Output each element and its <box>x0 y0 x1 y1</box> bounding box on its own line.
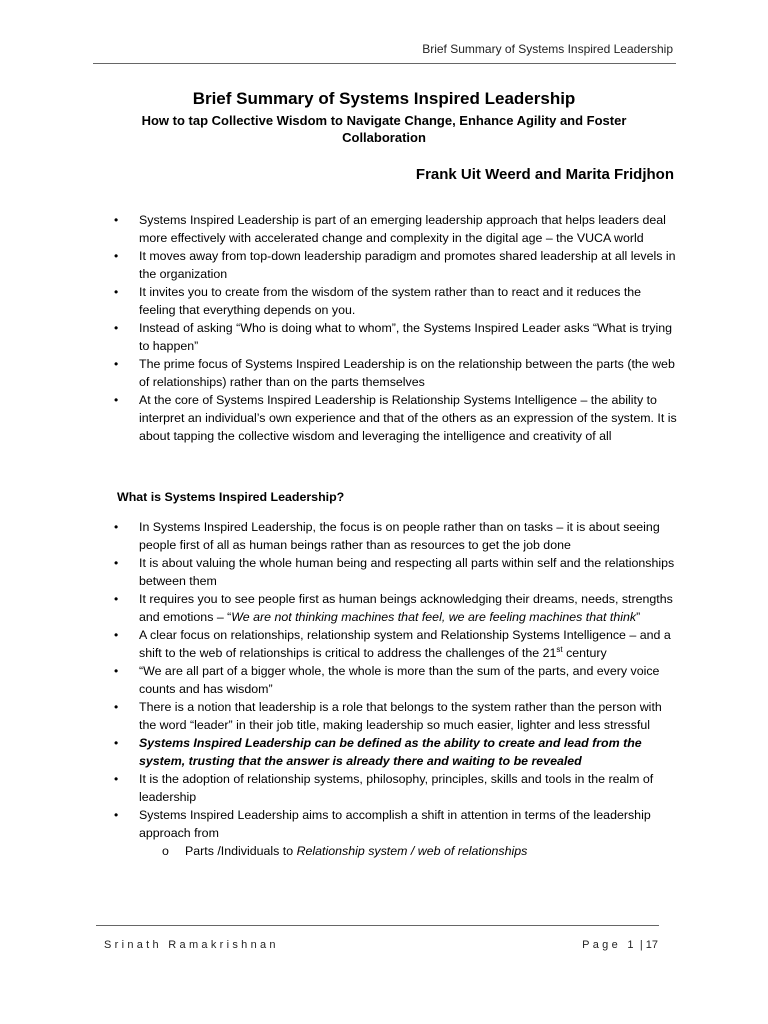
list-item <box>110 590 680 626</box>
bullet-icon: • <box>114 249 119 263</box>
bullet-icon: • <box>114 520 119 534</box>
list-item-text: “We are all part of a bigger whole, the whole is more than the sum of the parts, and every voice counts and has wisdom” <box>139 664 660 696</box>
list-item <box>110 770 680 806</box>
list-item <box>110 698 680 734</box>
page-total: 17 <box>645 939 658 951</box>
quote-italic-text: We are not thinking machines that feel, we are feeling machines that think <box>231 610 637 624</box>
section-heading: What is Systems Inspired Leadership? <box>117 490 345 504</box>
sub-list-item <box>139 842 680 860</box>
list-item <box>110 806 680 860</box>
sub-bullet-list <box>139 842 680 860</box>
bullet-icon: • <box>114 357 119 371</box>
page-separator: | <box>636 939 646 951</box>
list-item-text-end: century <box>562 646 607 660</box>
list-item <box>110 662 680 698</box>
bullet-icon: • <box>114 664 119 678</box>
bullet-icon: • <box>114 393 119 407</box>
list-item-text: There is a notion that leadership is a role that belongs to the system rather than the person with the word “leader” in their job title, making leadership so much easier, lighter and less stressful <box>139 700 662 732</box>
list-item-text: It is about valuing the whole human being and respecting all parts within self and the relationships between them <box>139 556 675 588</box>
superscript-text: st <box>556 644 563 654</box>
intro-bullet-list <box>110 211 680 445</box>
list-item-text: It moves away from top-down leadership paradigm and promotes shared leadership at all levels in the organization <box>139 249 676 281</box>
list-item-text: Systems Inspired Leadership is part of an emerging leadership approach that helps leaders deal more effectively with accelerated change and complexity in the digital age – the VUCA world <box>139 213 666 245</box>
list-item <box>110 355 680 391</box>
section-bullet-list <box>110 518 680 860</box>
list-item <box>110 319 680 355</box>
quote-close-text: ” <box>636 610 641 624</box>
list-item <box>110 247 680 283</box>
list-item-text: At the core of Systems Inspired Leadership is Relationship Systems Intelligence – the ability to interpret an individual’s own experience and that of the others as an expression of the system. It is about tapping the collective wisdom and leveraging the intelligence and creativity of all <box>139 393 677 443</box>
bullet-icon: • <box>114 592 119 606</box>
list-item <box>110 283 680 319</box>
document-subtitle: How to tap Collective Wisdom to Navigate Change, Enhance Agility and Foster Collaboration <box>141 113 627 145</box>
page-number <box>582 939 658 951</box>
header-rule <box>93 63 676 64</box>
list-item <box>110 626 680 662</box>
list-item-text: A clear focus on relationships, relationship system and Relationship Systems Intelligence – and a shift to the web of relationships is critical to address the challenges of the 21 <box>139 628 671 660</box>
bullet-icon: • <box>114 772 119 786</box>
document-authors: Frank Uit Weerd and Marita Fridjhon <box>415 166 674 183</box>
footer-rule <box>96 925 659 926</box>
bullet-icon: • <box>114 285 119 299</box>
footer-author: Srinath Ramakrishnan <box>104 939 279 951</box>
sub-list-item-italic: Relationship system / web of relationships <box>296 844 528 858</box>
list-item-text: Systems Inspired Leadership aims to accomplish a shift in attention in terms of the leadership approach from <box>139 808 651 840</box>
definition-emphasis-text: Systems Inspired Leadership can be defined as the ability to create and lead from the system, trusting that the answer is already there and waiting to be revealed <box>139 736 642 768</box>
bullet-icon: • <box>114 321 119 335</box>
list-item-text: In Systems Inspired Leadership, the focus is on people rather than on tasks – it is about seeing people first of all as human beings rather than as resources to get the job done <box>139 520 660 552</box>
bullet-icon: • <box>114 556 119 570</box>
list-item-text: It is the adoption of relationship systems, philosophy, principles, skills and tools in the realm of leadership <box>139 772 654 804</box>
list-item <box>110 211 680 247</box>
page-label: Page 1 <box>582 939 637 951</box>
list-item <box>110 391 680 445</box>
bullet-icon: • <box>114 213 119 227</box>
list-item-text: It invites you to create from the wisdom of the system rather than to react and it reduces the feeling that everything depends on you. <box>139 285 642 317</box>
document-title: Brief Summary of Systems Inspired Leadership <box>192 89 576 108</box>
list-item-text: Instead of asking “Who is doing what to whom”, the Systems Inspired Leader asks “What is trying to happen” <box>139 321 673 353</box>
bullet-icon: • <box>114 736 119 750</box>
list-item-text: It requires you to see people first as human beings acknowledging their dreams, needs, strengths and emotions – “ <box>139 592 673 624</box>
bullet-icon: • <box>114 628 119 642</box>
circle-bullet-icon: o <box>162 844 169 858</box>
list-item <box>110 554 680 590</box>
list-item <box>110 734 680 770</box>
running-header: Brief Summary of Systems Inspired Leadership <box>422 42 673 56</box>
bullet-icon: • <box>114 808 119 822</box>
sub-list-item-text: Parts /Individuals to <box>185 844 297 858</box>
list-item <box>110 518 680 554</box>
list-item-text: The prime focus of Systems Inspired Leadership is on the relationship between the parts (the web of relationships) rather than on the parts themselves <box>139 357 675 389</box>
bullet-icon: • <box>114 700 119 714</box>
